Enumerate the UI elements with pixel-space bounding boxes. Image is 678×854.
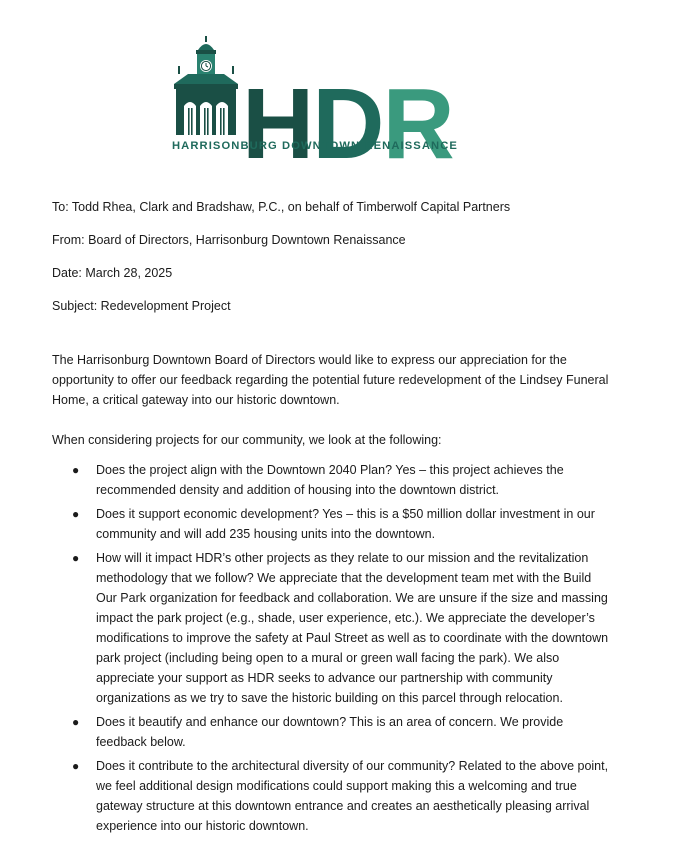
memo-header (52, 198, 652, 330)
memo-from: From: Board of Directors, Harrisonburg Downtown Renaissance (52, 233, 406, 247)
courthouse-clock-tower-icon (170, 36, 242, 140)
logo-wordmark (242, 68, 453, 180)
considering-line: When considering projects for our community, we look at the following: (52, 433, 442, 447)
list-item (52, 460, 612, 500)
list-item (52, 548, 612, 708)
intro-paragraph: The Harrisonburg Downtown Board of Directors would like to express our appreciation for the opportunity to offer our feedback regarding the potential future redevelopment of the Lindsey Funeral Home, a critical gateway into our historic downtown. (52, 353, 609, 407)
memo-subject: Subject: Redevelopment Project (52, 299, 231, 313)
list-item-text: Does it beautify and enhance our downtown? This is an area of concern. We provide feedback below. (96, 715, 564, 749)
list-item-text: How will it impact HDR’s other projects as they relate to our mission and the revitalization methodology that we follow? We appreciate that the development team met with the Build Our Park organization for feedback and collaboration. We are unsure if the size and massing impact the park project (e.g., shade, user experience, etc.). We appreciate the developer’s modifications to improve the safety at Paul Street as well as to coordinate with the downtown park project (including being open to a mural or green wall facing the park). We also appreciate your support as HDR seeks to advance our partnership with community organizations as we try to save the historic building on this parcel through relocation. (96, 551, 609, 705)
bullet-icon: ● (72, 759, 80, 773)
list-item-text: Does it contribute to the architectural diversity of our community? Related to the above point, we feel additional design modifications could support making this a welcoming and true gateway structure at this downtown entrance and creates an aesthetically pleasing arrival experience into our historic downtown. (96, 759, 609, 833)
bullet-icon: ● (72, 463, 80, 477)
memo-to: To: Todd Rhea, Clark and Bradshaw, P.C., on behalf of Timberwolf Capital Partners (52, 200, 511, 214)
list-item (52, 712, 612, 752)
bullet-icon: ● (72, 715, 80, 729)
logo-letter-h: H (242, 68, 313, 180)
list-item (52, 504, 612, 544)
list-item-text: Does the project align with the Downtown 2040 Plan? Yes – this project achieves the recommended density and addition of housing into the downtown district. (96, 463, 564, 497)
bullet-icon: ● (72, 507, 80, 521)
hdr-logo (170, 36, 458, 180)
logo-letter-r: R (382, 68, 453, 180)
list-item (52, 756, 612, 836)
list-item-text: Does it support economic development? Yes – this is a $50 million dollar investment in our community and will add 235 housing units into the downtown. (96, 507, 595, 541)
memo-date: Date: March 28, 2025 (52, 266, 173, 280)
criteria-list (52, 460, 612, 840)
bullet-icon: ● (72, 551, 80, 565)
logo-tagline: HARRISONBURG DOWNTOWN RENAISSANCE (172, 140, 458, 152)
logo-letter-d: D (312, 68, 383, 180)
